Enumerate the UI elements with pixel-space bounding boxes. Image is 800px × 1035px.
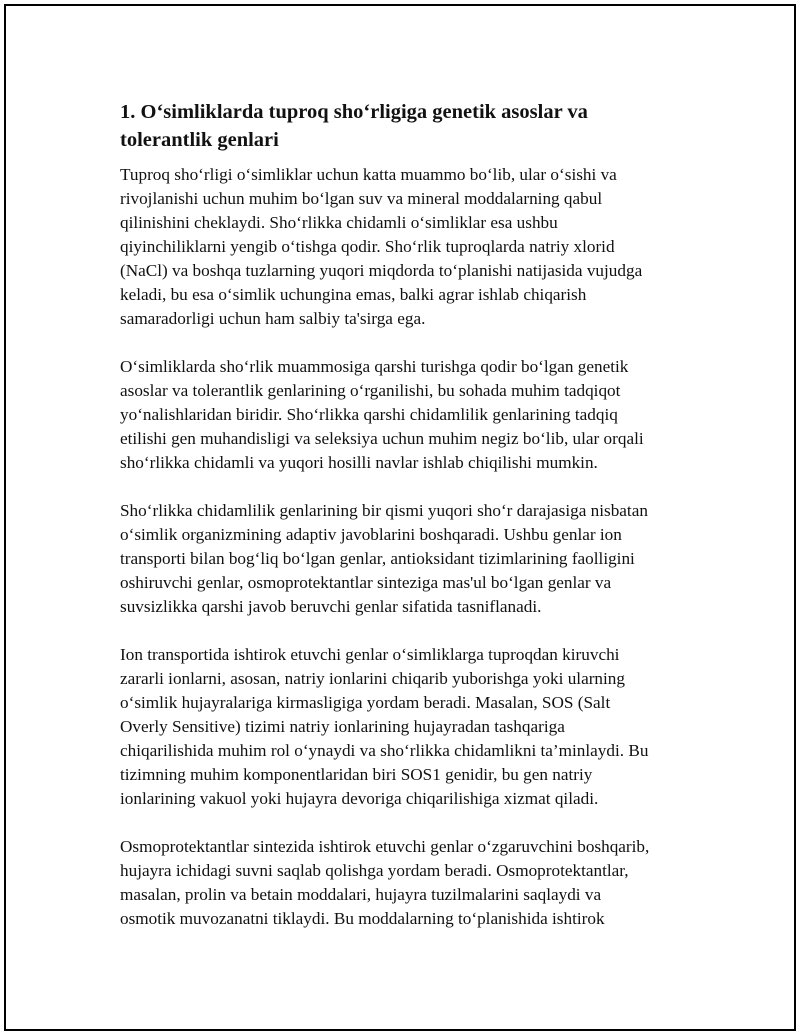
text-line: suvsizlikka qarshi javob beruvchi genlar sifatida tasniflanadi. <box>120 597 542 616</box>
text-line: Osmoprotektantlar sintezida ishtirok etuvchi genlar o‘zgaruvchini boshqarib, <box>120 837 650 856</box>
paragraph-4 <box>120 643 700 811</box>
text-line: hujayra ichidagi suvni saqlab qolishga yordam beradi. Osmoprotektantlar, <box>120 861 629 880</box>
title-line: tolerantlik genlari <box>120 129 279 151</box>
title-line: 1. O‘simliklarda tuproq sho‘rligiga genetik asoslar va <box>120 101 588 123</box>
page-frame <box>4 4 796 1031</box>
text-line: (NaCl) va boshqa tuzlarning yuqori miqdorda to‘planishi natijasida vujudga <box>120 261 643 280</box>
text-line: osmotik muvozanatni tiklaydi. Bu moddalarning to‘planishida ishtirok <box>120 909 605 928</box>
paragraph-1 <box>120 163 700 331</box>
text-line: Tuproq sho‘rligi o‘simliklar uchun katta muammo bo‘lib, ular o‘sishi va <box>120 165 617 184</box>
text-line: rivojlanishi uchun muhim bo‘lgan suv va mineral moddalarning qabul <box>120 189 603 208</box>
document-body <box>120 98 700 955</box>
text-line: o‘simlik hujayralariga kirmasligiga yordam beradi. Masalan, SOS (Salt <box>120 693 611 712</box>
text-line: zararli ionlarni, asosan, natriy ionlarini chiqarib yuborishga yoki ularning <box>120 669 625 688</box>
paragraph-2 <box>120 355 700 475</box>
text-line: O‘simliklarda sho‘rlik muammosiga qarshi turishga qodir bo‘lgan genetik <box>120 357 629 376</box>
text-line: oshiruvchi genlar, osmoprotektantlar sinteziga mas'ul bo‘lgan genlar va <box>120 573 612 592</box>
text-line: qilinishini cheklaydi. Sho‘rlikka chidamli o‘simliklar esa ushbu <box>120 213 558 232</box>
text-line: asoslar va tolerantlik genlarining o‘rganilishi, bu sohada muhim tadqiqot <box>120 381 621 400</box>
text-line: Overly Sensitive) tizimi natriy ionlarining hujayradan tashqariga <box>120 717 565 736</box>
text-line: keladi, bu esa o‘simlik uchungina emas, balki agrar ishlab chiqarish <box>120 285 587 304</box>
text-line: yo‘nalishlaridan biridir. Sho‘rlikka qarshi chidamlilik genlarining tadqiq <box>120 405 618 424</box>
section-title <box>120 98 700 154</box>
text-line: chiqarilishida muhim rol o‘ynaydi va sho‘rlikka chidamlikni ta’minlaydi. Bu <box>120 741 649 760</box>
text-line: tizimning muhim komponentlaridan biri SOS1 genidir, bu gen natriy <box>120 765 593 784</box>
text-line: samaradorligi uchun ham salbiy ta'sirga ega. <box>120 309 426 328</box>
text-line: Ion transportida ishtirok etuvchi genlar o‘simliklarga tuproqdan kiruvchi <box>120 645 620 664</box>
text-line: qiyinchiliklarni yengib o‘tishga qodir. Sho‘rlik tuproqlarda natriy xlorid <box>120 237 615 256</box>
text-line: masalan, prolin va betain moddalari, hujayra tuzilmalarini saqlaydi va <box>120 885 602 904</box>
paragraph-3 <box>120 499 700 619</box>
text-line: o‘simlik organizmining adaptiv javoblarini boshqaradi. Ushbu genlar ion <box>120 525 622 544</box>
paragraph-5 <box>120 835 700 931</box>
text-line: transporti bilan bog‘liq bo‘lgan genlar, antioksidant tizimlarining faolligini <box>120 549 635 568</box>
text-line: ionlarining vakuol yoki hujayra devoriga chiqarilishiga xizmat qiladi. <box>120 789 599 808</box>
text-line: etilishi gen muhandisligi va seleksiya uchun muhim negiz bo‘lib, ular orqali <box>120 429 644 448</box>
text-line: Sho‘rlikka chidamlilik genlarining bir qismi yuqori sho‘r darajasiga nisbatan <box>120 501 648 520</box>
text-line: sho‘rlikka chidamli va yuqori hosilli navlar ishlab chiqilishi mumkin. <box>120 453 598 472</box>
